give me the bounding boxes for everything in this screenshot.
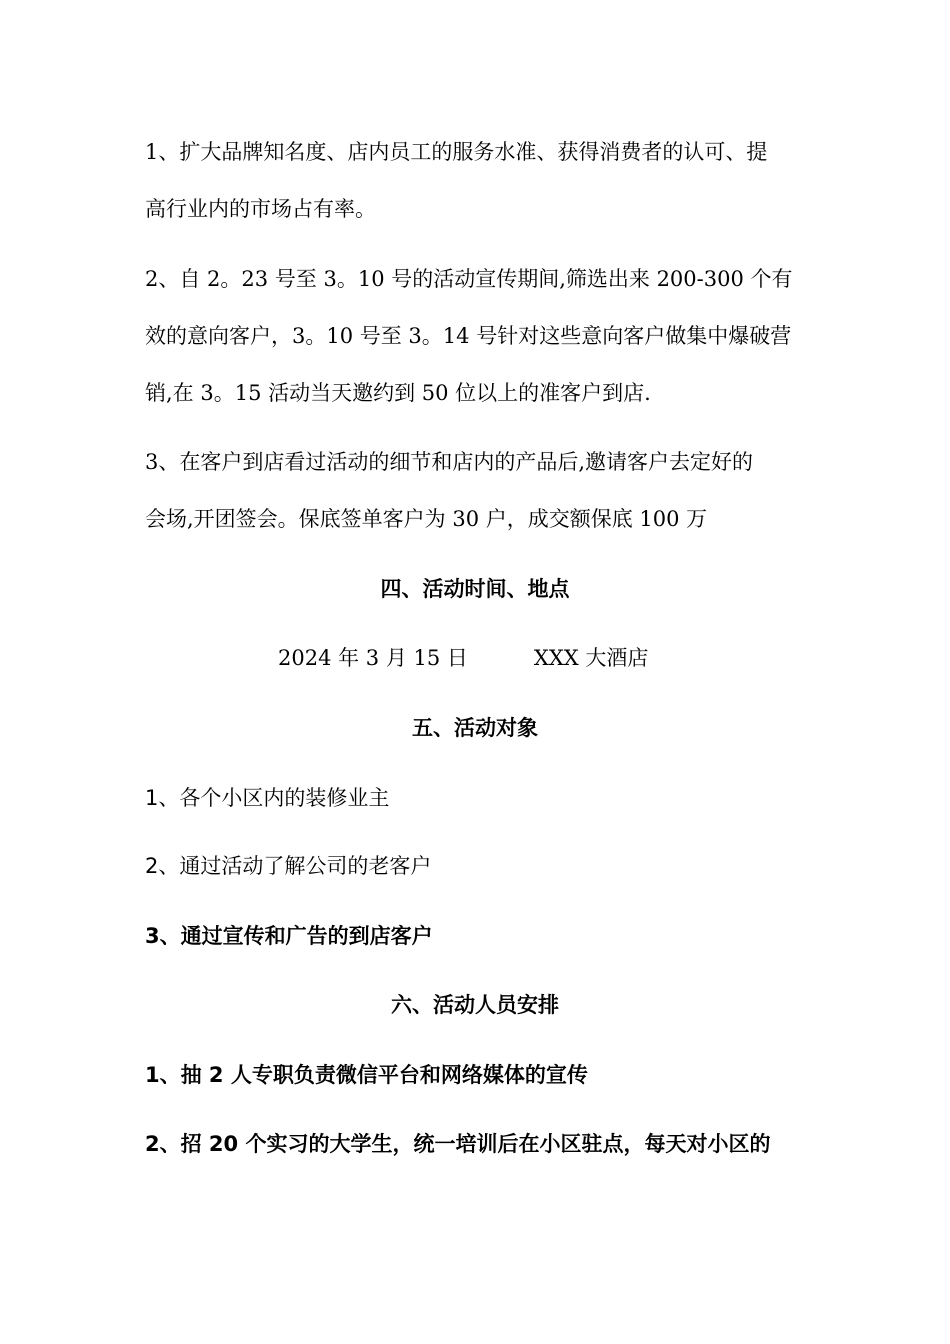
target-item-1: 1、各个小区内的装修业主: [145, 786, 390, 810]
section-5-title: 五、活动对象: [412, 716, 538, 740]
target-item-3: 3、通过宣传和广告的到店客户: [145, 924, 433, 948]
section-4-title: 四、活动时间、地点: [380, 577, 570, 601]
goal-2-line-3: 销,在 3。15 活动当天邀约到 50 位以上的准客户到店.: [145, 381, 651, 405]
goal-3-line-2: 会场,开团签会。保底签单客户为 30 户，成交额保底 100 万: [145, 507, 708, 531]
goal-3-line-1: 3、在客户到店看过活动的细节和店内的产品后,邀请客户去定好的: [145, 450, 754, 474]
event-time-place: [278, 643, 648, 673]
event-date: 2024 年 3 月 15 日: [278, 646, 468, 670]
event-venue: XXX 大酒店: [533, 646, 649, 670]
goal-1-line-1: 1、扩大品牌知名度、店内员工的服务水准、获得消费者的认可、提: [145, 140, 768, 164]
staff-item-1: 1、抽 2 人专职负责微信平台和网络媒体的宣传: [145, 1063, 588, 1087]
section-6-title: 六、活动人员安排: [391, 993, 559, 1017]
goal-2-line-1: 2、自 2。23 号至 3。10 号的活动宣传期间,筛选出来 200-300 个有: [145, 267, 793, 291]
staff-item-2: 2、招 20 个实习的大学生，统一培训后在小区驻点，每天对小区的: [145, 1132, 771, 1156]
target-item-2: 2、通过活动了解公司的老客户: [145, 854, 432, 878]
goal-2-line-2: 效的意向客户，3。10 号至 3。14 号针对这些意向客户做集中爆破营: [145, 324, 792, 348]
goal-1-line-2: 高行业内的市场占有率。: [145, 197, 376, 221]
